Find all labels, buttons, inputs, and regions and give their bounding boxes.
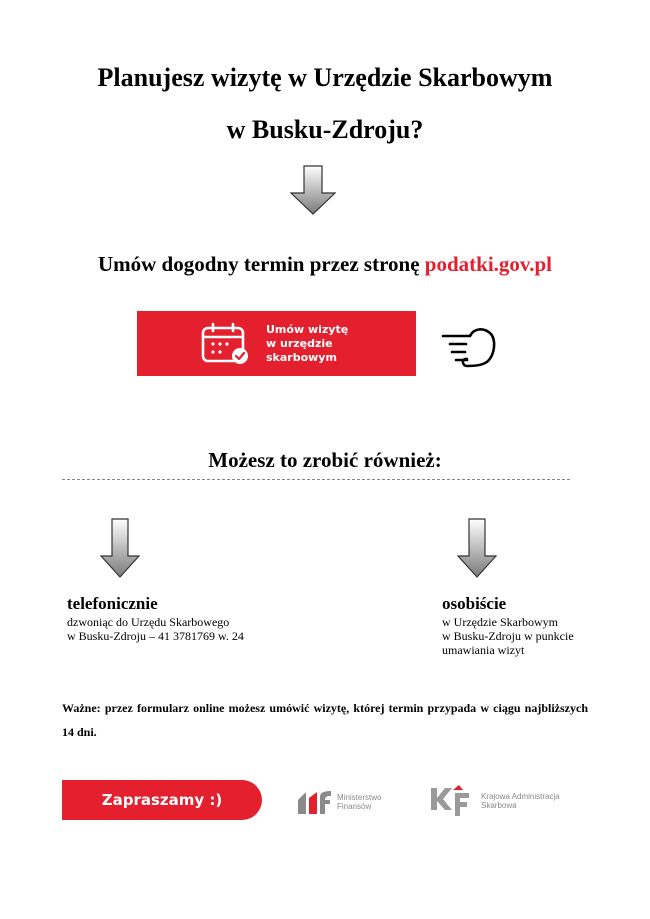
in-person-option-title: osobiście <box>442 594 507 613</box>
calendar-check-icon <box>201 322 251 366</box>
mf-logo-text: Ministerstwo Finansów <box>337 793 382 811</box>
booking-headline-text: Umów dogodny termin przez stronę <box>97 252 425 276</box>
phone-option-text: dzwoniąc do Urzędu Skarbowego w Busku-Zdroju – 41 3781769 w. 24 <box>67 615 244 643</box>
dashed-divider <box>62 479 570 480</box>
book-visit-label: Umów wizytę w urzędzie skarbowym <box>266 322 349 364</box>
booking-headline <box>0 252 650 277</box>
page-title-line-1: Planujesz wizytę w Urzędzie Skarbowym <box>97 63 553 92</box>
down-arrow-icon <box>457 518 497 578</box>
phone-option-title: telefonicznie <box>67 594 158 613</box>
pointing-hand-icon <box>440 322 498 375</box>
mf-logo-icon <box>297 788 333 816</box>
important-note: Ważne: przez formularz online możesz umówić wizytę, której termin przypada w ciągu najbliższych 14 dni. <box>62 701 588 739</box>
down-arrow-icon <box>290 165 336 215</box>
kas-logo-text: Krajowa Administracja Skarbowa <box>481 792 560 810</box>
podatki-link[interactable]: podatki.gov.pl <box>424 252 553 276</box>
ministry-of-finance-logo <box>297 788 381 816</box>
welcome-button[interactable]: Zapraszamy :) <box>62 780 262 820</box>
in-person-option-text: w Urzędzie Skarbowym w Busku-Zdroju w punkcie umawiania wizyt <box>442 615 574 657</box>
kas-logo <box>429 784 560 818</box>
page-title-line-2: w Busku-Zdroju? <box>226 115 424 144</box>
kas-logo-icon <box>429 784 475 818</box>
alternatives-heading: Możesz to zrobić również: <box>208 448 442 472</box>
down-arrow-icon <box>100 518 140 578</box>
book-visit-button[interactable] <box>137 311 416 376</box>
